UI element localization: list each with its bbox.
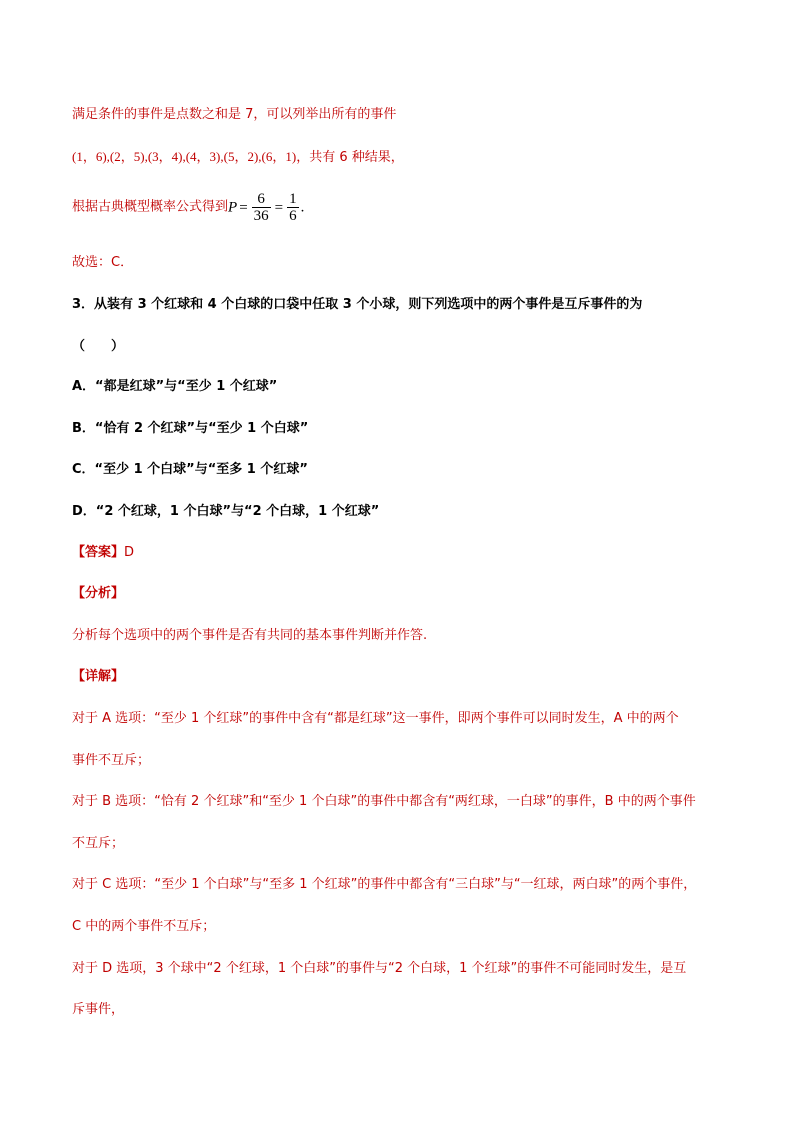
analysis-text: 分析每个选项中的两个事件是否有共同的基本事件判断并作答. [72,628,428,643]
question-paren: （ ） [72,339,125,354]
formula-P: P [228,199,238,216]
formula-period: . [300,199,305,216]
probability-formula [228,191,305,225]
formula-eq-1: = [239,199,248,216]
fraction-6-36 [252,191,271,224]
detail-line: C 中的两个事件不互斥； [72,919,216,934]
detail-line: 斥事件， [72,1002,125,1017]
option-a: A．“都是红球”与“至少 1 个红球” [72,379,278,394]
choose-answer: 故选：C． [72,255,134,270]
detail-line: 对于 B 选项：“恰有 2 个红球”和“至少 1 个白球”的事件中都含有“两红球，一白球”的事件，B 中的两个事件 [72,794,696,809]
result-count: 6 [339,150,348,165]
detail-line: 事件不互斥； [72,753,151,768]
fraction-numerator: 6 [257,191,265,208]
option-b: B．“恰有 2 个红球”与“至少 1 个白球” [72,421,309,436]
option-d: D．“2 个红球，1 个白球”与“2 个白球，1 个红球” [72,504,380,519]
detail-label: 【详解】 [72,669,125,684]
pairs-suffix-a: ，共有 [296,150,340,165]
detail-line: 对于 D 选项，3 个球中“2 个红球，1 个白球”的事件与“2 个白球，1 个红球”的事件不可能同时发生，是互 [72,961,687,976]
formula-eq-2: = [274,199,284,216]
pairs-suffix-b: 种结果， [347,150,404,165]
option-c: C．“至少 1 个白球”与“至多 1 个红球” [72,462,308,477]
detail-line: 对于 C 选项：“至少 1 个白球”与“至多 1 个红球”的事件中都含有“三白球”与“一红球，两白球”的两个事件， [72,877,697,892]
formula-prefix: 根据古典概型概率公式得到 [72,199,229,215]
fraction-1-6 [287,191,299,224]
fraction-denominator: 6 [289,208,297,225]
analysis-label: 【分析】 [72,586,125,601]
fraction-denominator: 36 [253,208,269,225]
detail-line: 不互斥； [72,836,125,851]
detail-line: 对于 A 选项：“至少 1 个红球”的事件中含有“都是红球”这一事件，即两个事件可以同时发生，A 中的两个 [72,711,679,726]
question-text: 3．从装有 3 个红球和 4 个白球的口袋中任取 3 个小球，则下列选项中的两个事件是互斥事件的为 [72,297,643,312]
event-pairs-line [72,148,404,167]
answer-value: D [124,545,135,560]
probability-formula-line [72,190,304,225]
answer-label: 【答案】 [72,545,125,560]
fraction-numerator: 1 [289,191,297,208]
event-pairs: (1，6),(2，5),(3，4),(4，3),(5，2),(6，1) [72,149,297,164]
solution-line-1: 满足条件的事件是点数之和是 7，可以列举出所有的事件 [72,107,397,122]
answer-line [72,544,134,562]
